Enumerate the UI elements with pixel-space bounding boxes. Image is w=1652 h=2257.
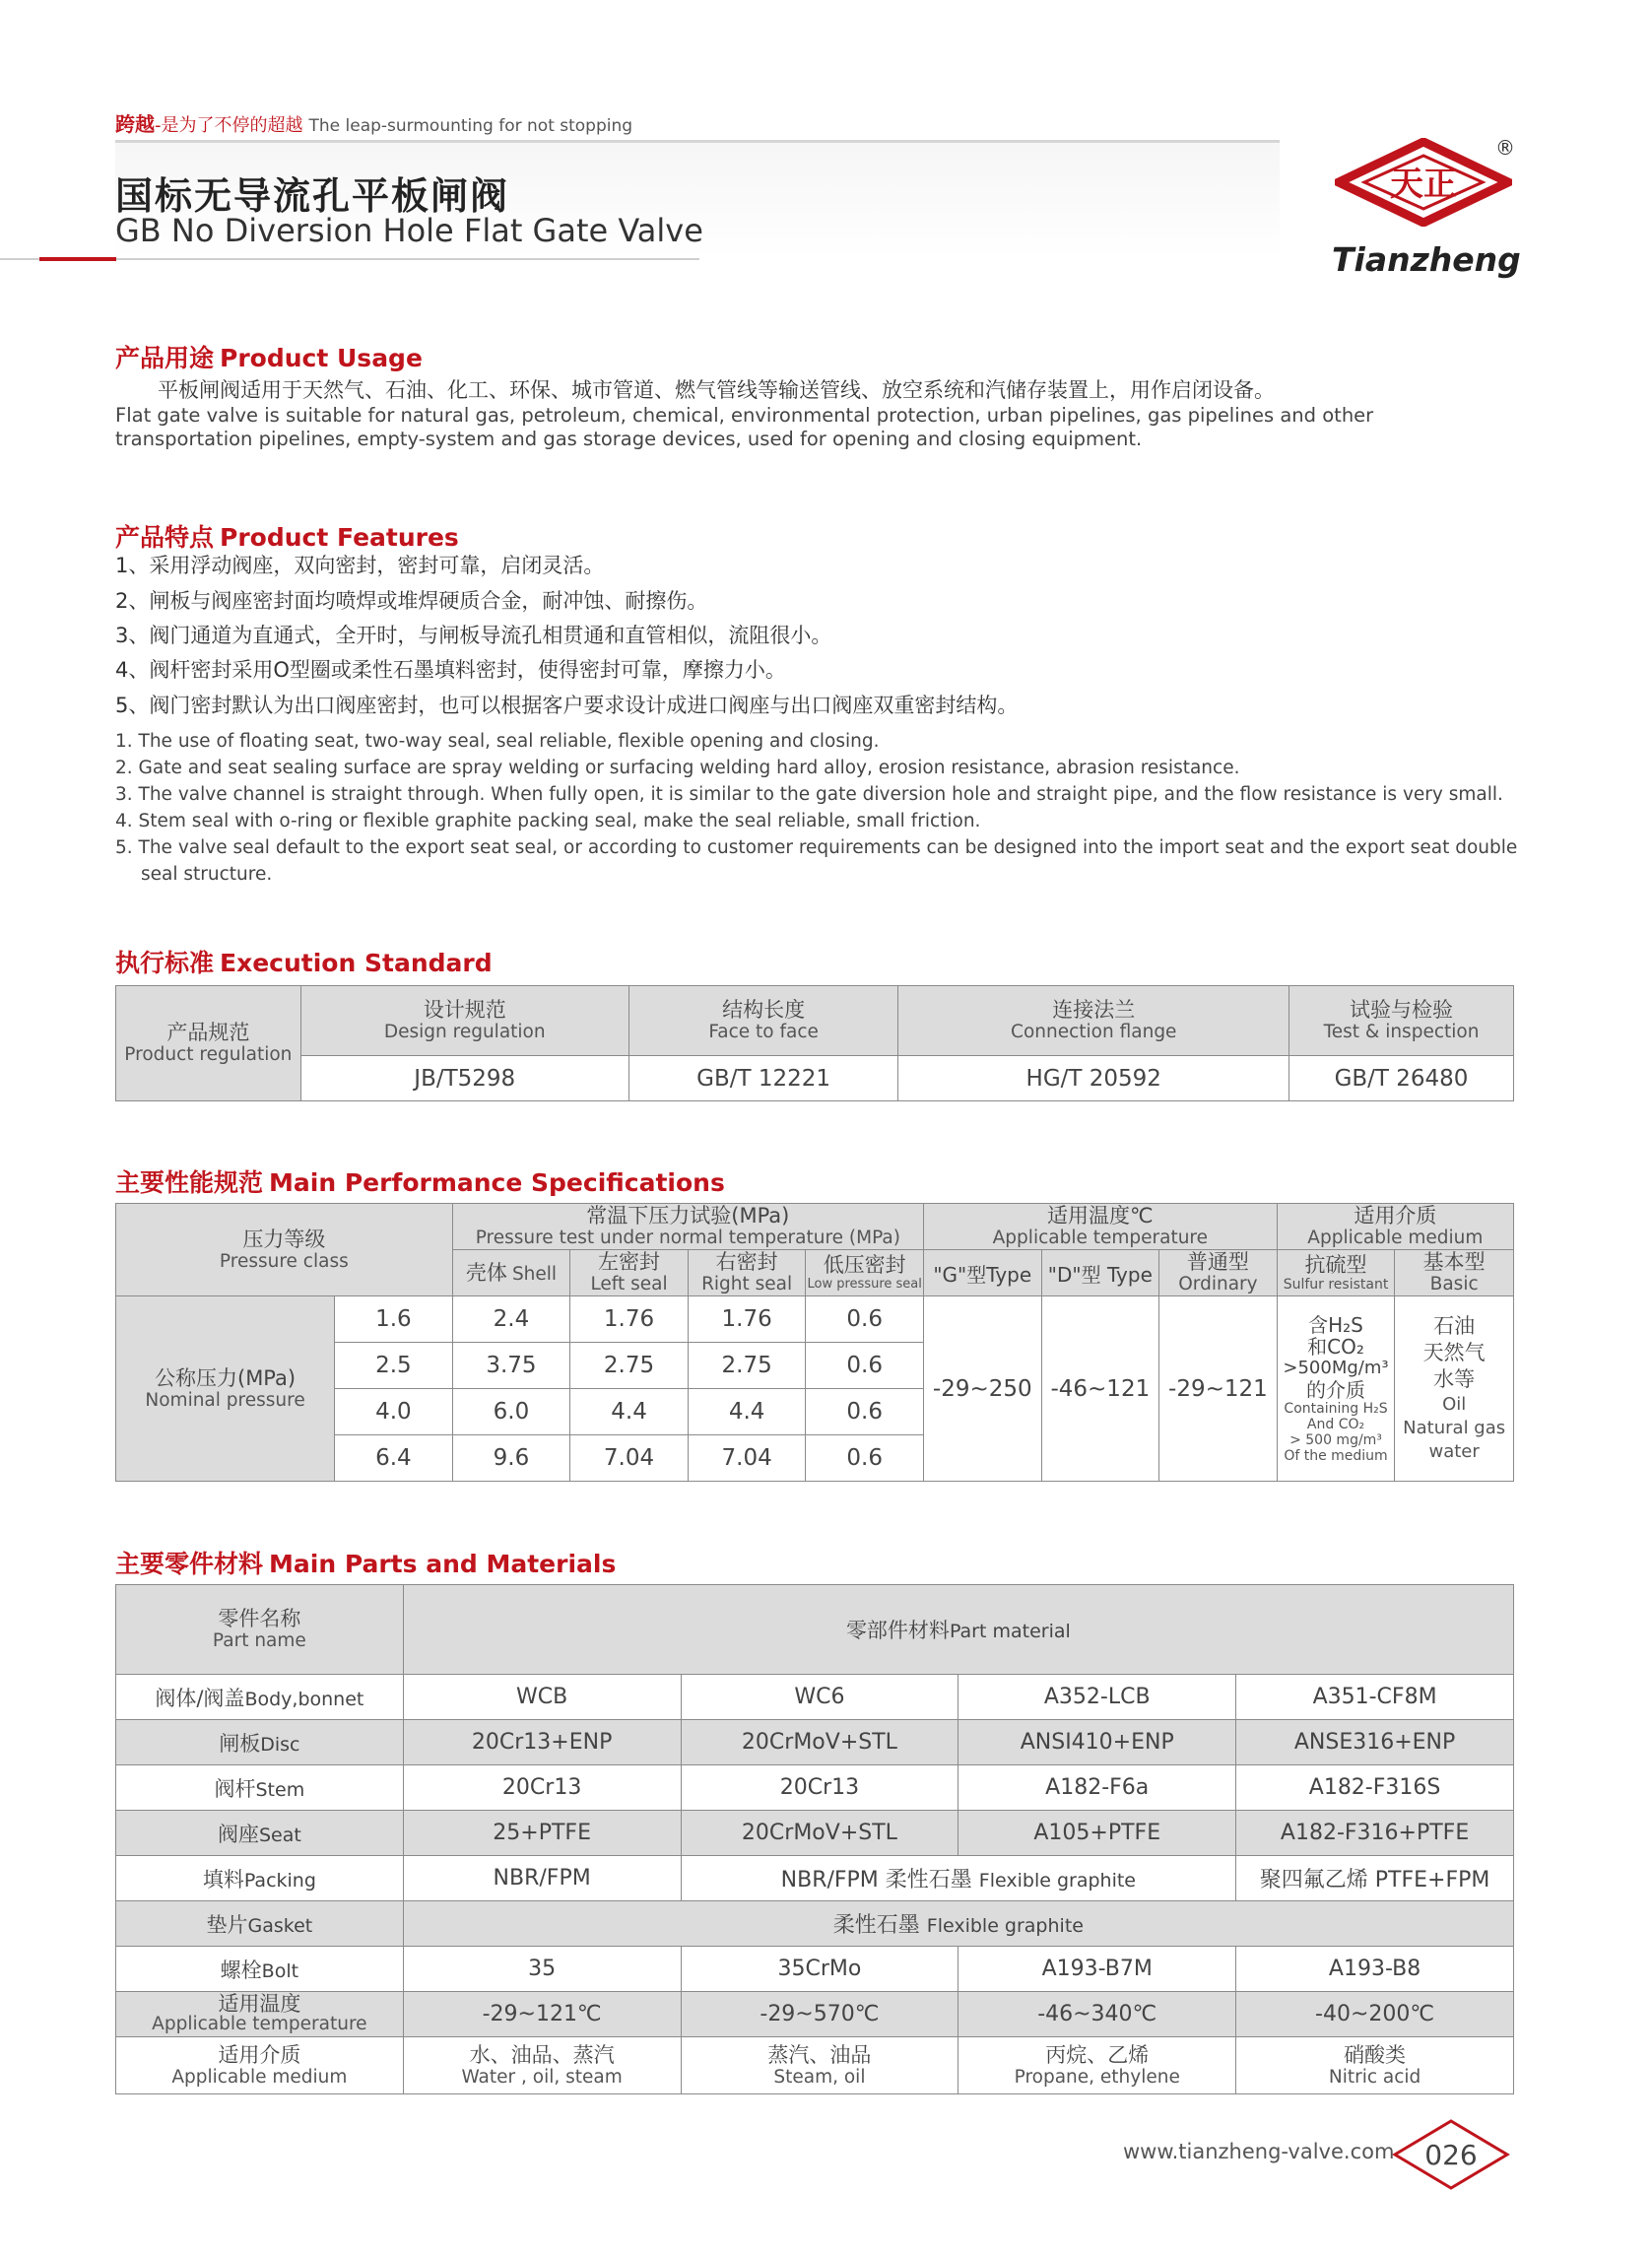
slogan-cn-sub: -是为了不停的超越 <box>155 115 303 136</box>
material-cell: 20CrMoV+STL <box>681 1811 958 1856</box>
ordinary-range: -29~121 <box>1159 1296 1278 1482</box>
basic-header <box>1395 1250 1514 1296</box>
basic-medium-en: Oil <box>1442 1394 1467 1415</box>
low-seal-value: 0.6 <box>806 1296 924 1343</box>
usage-text-en: Flat gate valve is suitable for natural gas, petroleum, chemical, environmental protection, urban pipelines, gas pipelines and other transportation pipelines, empty-system and gas storage devices, used for opening and closing equipment. <box>115 404 1374 450</box>
slogan-en: The leap-surmounting for not stopping <box>308 116 633 136</box>
part-name-cell <box>116 1947 404 1992</box>
standard-col-en: Test & inspection <box>1323 1022 1480 1042</box>
standard-col-test <box>1289 986 1514 1056</box>
standard-col-cn: 结构长度 <box>722 998 806 1022</box>
material-cell: WCB <box>403 1675 681 1720</box>
registered-mark: ® <box>1495 136 1515 160</box>
shell-value: 6.0 <box>452 1389 570 1435</box>
part-name-en: Gasket <box>247 1914 313 1937</box>
standard-title-cn: 执行标准 <box>115 949 215 977</box>
material-cell: 20CrMoV+STL <box>681 1720 958 1765</box>
ordinary-header <box>1159 1250 1278 1296</box>
sulfur-medium-cn: >500Mg/m³ <box>1283 1357 1389 1378</box>
performance-title-en: Main Performance Specifications <box>269 1168 725 1197</box>
left-seal-header <box>570 1250 689 1296</box>
material-cell: A351-CF8M <box>1236 1675 1514 1720</box>
standard-row-head-cn: 产品规范 <box>166 1021 250 1044</box>
pn-value: 1.6 <box>335 1296 453 1343</box>
standard-col-en: Connection flange <box>1011 1022 1177 1042</box>
standard-col-en: Design regulation <box>383 1022 546 1042</box>
brand-name: Tianzheng <box>1332 240 1521 279</box>
part-name-en: Applicable temperature <box>152 2014 367 2034</box>
part-name-en: Body,bonnet <box>244 1688 364 1710</box>
low-seal-en: Low pressure seal <box>807 1277 922 1292</box>
feature-en-2: 2. Gate and seat sealing surface are spray welding or surfacing welding hard alloy, erosion resistance, abrasion resistance. <box>115 758 1240 778</box>
material-cell: -29~570℃ <box>681 1992 958 2037</box>
part-name-cell <box>116 1992 404 2037</box>
part-name-cn: 适用介质 <box>218 2042 301 2067</box>
standard-value: GB/T 12221 <box>628 1056 898 1101</box>
feature-cn-1: 1、采用浮动阀座，双向密封，密封可靠，启闭灵活。 <box>115 554 605 577</box>
part-name-cn: 垫片 <box>206 1912 248 1937</box>
material-cell <box>681 2037 958 2094</box>
material-cell: A193-B8 <box>1236 1947 1514 1992</box>
material-cell: -46~340℃ <box>958 1992 1236 2037</box>
feature-en-5: 5. The valve seal default to the export seat seal, or according to customer requirements can be designed into the import seat and the export seat double <box>115 837 1518 858</box>
material-cell: 20Cr13 <box>681 1765 958 1811</box>
performance-table <box>115 1203 1514 1482</box>
materials-section-title <box>115 1545 616 1580</box>
medium-cn: 丙烷、乙烯 <box>1045 2042 1150 2067</box>
material-cell: -29~121℃ <box>403 1992 681 2037</box>
usage-title-cn: 产品用途 <box>115 344 215 372</box>
temperature-header <box>923 1204 1277 1250</box>
part-material-header <box>403 1585 1513 1675</box>
title-underline-accent <box>39 257 116 261</box>
right-seal-cn: 右密封 <box>715 1250 778 1274</box>
ordinary-cn: 普通型 <box>1186 1250 1249 1274</box>
material-cell <box>958 2037 1236 2094</box>
right-seal-en: Right seal <box>701 1274 793 1294</box>
right-seal-header <box>688 1250 806 1296</box>
feature-en-4: 4. Stem seal with o-ring or flexible graphite packing seal, make the seal reliable, small friction. <box>115 811 981 831</box>
feature-cn-3: 3、阀门通道为直通式，全开时，与闸板导流孔相贯通和直管相似，流阻很小。 <box>115 624 832 647</box>
usage-title-en: Product Usage <box>220 344 423 372</box>
features-title-en: Product Features <box>220 523 459 552</box>
part-material-cn: 零部件材料 <box>845 1619 950 1642</box>
part-name-header <box>116 1585 404 1675</box>
medium-header <box>1277 1204 1513 1250</box>
usage-section-title <box>115 339 423 374</box>
standard-table <box>115 985 1514 1101</box>
right-seal-value: 2.75 <box>688 1343 806 1389</box>
material-cell: A352-LCB <box>958 1675 1236 1720</box>
standard-value: HG/T 20592 <box>898 1056 1289 1101</box>
materials-title-en: Main Parts and Materials <box>269 1550 617 1578</box>
feature-cn-5: 5、阀门密封默认为出口阀座密封，也可以根据客户要求设计成进口阀座与出口阀座双重密封结构。 <box>115 694 1019 717</box>
left-seal-value: 1.76 <box>570 1296 689 1343</box>
medium-en: Nitric acid <box>1328 2066 1421 2088</box>
basic-medium-cn: 天然气 <box>1422 1341 1486 1364</box>
basic-en: Basic <box>1429 1274 1479 1294</box>
part-name-en: Packing <box>243 1869 316 1892</box>
standard-value: JB/T5298 <box>300 1056 628 1101</box>
left-seal-value: 4.4 <box>570 1389 689 1435</box>
part-name-cell <box>116 1856 404 1901</box>
standard-title-en: Execution Standard <box>220 949 493 977</box>
shell-value: 9.6 <box>452 1435 570 1482</box>
material-cell: -40~200℃ <box>1236 1992 1514 2037</box>
sulfur-en: Sulfur resistant <box>1283 1277 1389 1293</box>
material-cell: NBR/FPM <box>403 1856 681 1901</box>
shell-value: 2.4 <box>452 1296 570 1343</box>
standard-col-cn: 试验与检验 <box>1350 998 1454 1022</box>
sulfur-medium-cn: 的介质 <box>1306 1377 1365 1402</box>
part-name-en: Bolt <box>261 1959 299 1982</box>
pn-value: 6.4 <box>335 1435 453 1482</box>
material-en: Flexible graphite <box>978 1870 1136 1892</box>
basic-cn: 基本型 <box>1422 1250 1486 1274</box>
sulfur-medium-cn: 和CO₂ <box>1307 1334 1364 1359</box>
material-cell: 聚四氟乙烯 PTFE+FPM <box>1236 1856 1514 1901</box>
shell-cn: 壳体 <box>465 1260 507 1285</box>
g-type-header: "G"型Type <box>923 1250 1041 1296</box>
d-type-range: -46~121 <box>1041 1296 1159 1482</box>
basic-medium <box>1395 1296 1514 1482</box>
material-cell: ANSE316+ENP <box>1236 1720 1514 1765</box>
medium-cn: 水、油品、蒸汽 <box>469 2042 615 2067</box>
page-title-en: GB No Diversion Hole Flat Gate Valve <box>115 212 703 249</box>
part-name-cn: 闸板 <box>219 1731 261 1756</box>
material-cell: 20Cr13 <box>403 1765 681 1811</box>
part-name-cn: 阀杆 <box>214 1776 256 1801</box>
part-material-en: Part material <box>949 1621 1071 1642</box>
shell-value: 3.75 <box>452 1343 570 1389</box>
feature-en-1: 1. The use of floating seat, two-way seal, seal reliable, flexible opening and closing. <box>115 731 880 752</box>
part-name-cn: 填料 <box>202 1867 244 1892</box>
standard-col-flange <box>898 986 1289 1056</box>
material-en: Flexible graphite <box>926 1915 1084 1937</box>
part-name-cell <box>116 1811 404 1856</box>
material-cell: 25+PTFE <box>403 1811 681 1856</box>
usage-text-cn: 平板闸阀适用于天然气、石油、化工、环保、城市管道、燃气管线等输送管线、放空系统和汽储存装置上，用作启闭设备。 <box>158 378 1275 402</box>
left-seal-en: Left seal <box>590 1274 668 1294</box>
basic-medium-en: water <box>1428 1441 1480 1462</box>
pn-value: 2.5 <box>335 1343 453 1389</box>
material-cell: WC6 <box>681 1675 958 1720</box>
part-name-en: Stem <box>255 1778 305 1801</box>
material-cell: A182-F6a <box>958 1765 1236 1811</box>
medium-en: Propane, ethylene <box>1014 2066 1180 2088</box>
part-name-en: Disc <box>260 1733 300 1756</box>
medium-en: Water , oil, steam <box>461 2066 623 2088</box>
material-cell <box>403 1901 1513 1947</box>
temperature-en: Applicable temperature <box>992 1228 1209 1248</box>
feature-cn-4: 4、阀杆密封采用O型圈或柔性石墨填料密封，使得密封可靠，摩擦力小。 <box>115 658 786 682</box>
standard-col-en: Face to face <box>708 1022 819 1042</box>
sulfur-medium-cn: 含H₂S <box>1308 1312 1363 1337</box>
standard-col-cn: 设计规范 <box>423 998 506 1022</box>
materials-table <box>115 1584 1514 2094</box>
sulfur-cn: 抗硫型 <box>1304 1253 1367 1277</box>
left-seal-value: 7.04 <box>570 1435 689 1482</box>
part-name-cn: 阀座 <box>217 1822 259 1846</box>
material-cell: A193-B7M <box>958 1947 1236 1992</box>
material-cn: 柔性石墨 <box>832 1913 920 1938</box>
left-seal-cn: 左密封 <box>598 1250 661 1274</box>
pressure-class-header <box>116 1204 453 1296</box>
low-seal-value: 0.6 <box>806 1435 924 1482</box>
basic-medium-en: Natural gas <box>1403 1418 1506 1438</box>
temperature-cn: 适用温度℃ <box>1047 1204 1154 1228</box>
material-cell: 35 <box>403 1947 681 1992</box>
low-seal-value: 0.6 <box>806 1343 924 1389</box>
feature-en-3: 3. The valve channel is straight through. When fully open, it is similar to the gate diversion hole and straight pipe, and the flow resistance is very small. <box>115 784 1503 805</box>
features-title-cn: 产品特点 <box>115 523 215 552</box>
part-name-cell <box>116 1675 404 1720</box>
sulfur-medium-en: Containing H₂S <box>1284 1400 1388 1417</box>
d-type-header: "D"型 Type <box>1041 1250 1159 1296</box>
shell-header <box>452 1250 570 1296</box>
standard-col-face <box>628 986 898 1056</box>
material-cell <box>1236 2037 1514 2094</box>
standard-section-title <box>115 944 493 979</box>
material-cn: NBR/FPM 柔性石墨 <box>780 1868 972 1892</box>
sulfur-medium-en: And CO₂ <box>1306 1416 1365 1432</box>
part-name-cell <box>116 1901 404 1947</box>
performance-section-title <box>115 1163 725 1199</box>
pressure-test-header <box>452 1204 923 1250</box>
low-seal-header <box>806 1250 924 1296</box>
page-number: 026 <box>1424 2139 1478 2171</box>
part-name-en: Applicable medium <box>171 2066 348 2088</box>
material-cell <box>681 1856 1236 1901</box>
part-name-cell <box>116 1765 404 1811</box>
nominal-cn: 公称压力(MPa) <box>155 1365 297 1390</box>
materials-title-cn: 主要零件材料 <box>115 1550 264 1578</box>
material-cell: A182-F316S <box>1236 1765 1514 1811</box>
medium-cn: 蒸汽、油品 <box>767 2042 872 2067</box>
right-seal-value: 4.4 <box>688 1389 806 1435</box>
material-cell <box>403 2037 681 2094</box>
pn-value: 4.0 <box>335 1389 453 1435</box>
sulfur-medium-en: Of the medium <box>1284 1447 1388 1464</box>
page-title-cn: 国标无导流孔平板闸阀 <box>115 174 510 218</box>
sulfur-medium-en: > 500 mg/m³ <box>1289 1431 1382 1448</box>
basic-medium-cn: 水等 <box>1433 1367 1476 1391</box>
sulfur-header <box>1277 1250 1395 1296</box>
part-name-en: Seat <box>258 1824 301 1846</box>
medium-cn: 硝酸类 <box>1344 2042 1407 2067</box>
medium-en: Applicable medium <box>1307 1228 1484 1248</box>
material-cell: 20Cr13+ENP <box>403 1720 681 1765</box>
pressure-test-cn: 常温下压力试验(MPa) <box>586 1204 790 1228</box>
part-name-cn: 零件名称 <box>218 1607 301 1630</box>
feature-cn-2: 2、闸板与阀座密封面均喷焊或堆焊硬质合金，耐冲蚀、耐擦伤。 <box>115 589 708 613</box>
standard-row-head <box>116 986 301 1101</box>
g-type-range: -29~250 <box>923 1296 1041 1482</box>
part-name-cn: 螺栓 <box>220 1958 262 1982</box>
slogan-cn: 跨越 <box>115 112 155 136</box>
basic-medium-cn: 石油 <box>1433 1314 1476 1338</box>
low-seal-cn: 低压密封 <box>823 1253 906 1277</box>
right-seal-value: 1.76 <box>688 1296 806 1343</box>
part-name-en: Part name <box>212 1630 306 1651</box>
footer-website: www.tianzheng-valve.com <box>1123 2140 1395 2163</box>
sulfur-medium <box>1277 1296 1395 1482</box>
pressure-test-en: Pressure test under normal temperature (MPa) <box>475 1228 900 1248</box>
part-name-cn: 阀体/阀盖 <box>155 1686 245 1710</box>
material-cell: A105+PTFE <box>958 1811 1236 1856</box>
shell-en: Shell <box>511 1263 558 1285</box>
part-name-cell <box>116 2037 404 2094</box>
nominal-pressure-header <box>116 1296 335 1482</box>
nominal-en: Nominal pressure <box>145 1389 305 1411</box>
material-cell: A182-F316+PTFE <box>1236 1811 1514 1856</box>
performance-title-cn: 主要性能规范 <box>115 1168 264 1197</box>
pressure-class-en: Pressure class <box>219 1250 349 1272</box>
feature-en-5-cont: seal structure. <box>141 864 273 885</box>
slogan <box>115 108 632 137</box>
pressure-class-cn: 压力等级 <box>242 1227 326 1251</box>
right-seal-value: 7.04 <box>688 1435 806 1482</box>
low-seal-value: 0.6 <box>806 1389 924 1435</box>
part-name-cell <box>116 1720 404 1765</box>
brand-logo <box>1335 138 1512 227</box>
part-name-cn: 适用温度 <box>218 1992 301 2016</box>
material-cell: 35CrMo <box>681 1947 958 1992</box>
left-seal-value: 2.75 <box>570 1343 689 1389</box>
standard-row-head-en: Product regulation <box>124 1044 293 1065</box>
logo-text: 天正 <box>1390 165 1457 204</box>
standard-value: GB/T 26480 <box>1289 1056 1514 1101</box>
medium-en: Steam, oil <box>773 2066 866 2088</box>
medium-cn: 适用介质 <box>1354 1204 1437 1228</box>
features-section-title <box>115 518 459 554</box>
standard-col-design <box>300 986 628 1056</box>
ordinary-en: Ordinary <box>1178 1274 1258 1294</box>
material-cell: ANSI410+ENP <box>958 1720 1236 1765</box>
standard-col-cn: 连接法兰 <box>1052 998 1136 1022</box>
